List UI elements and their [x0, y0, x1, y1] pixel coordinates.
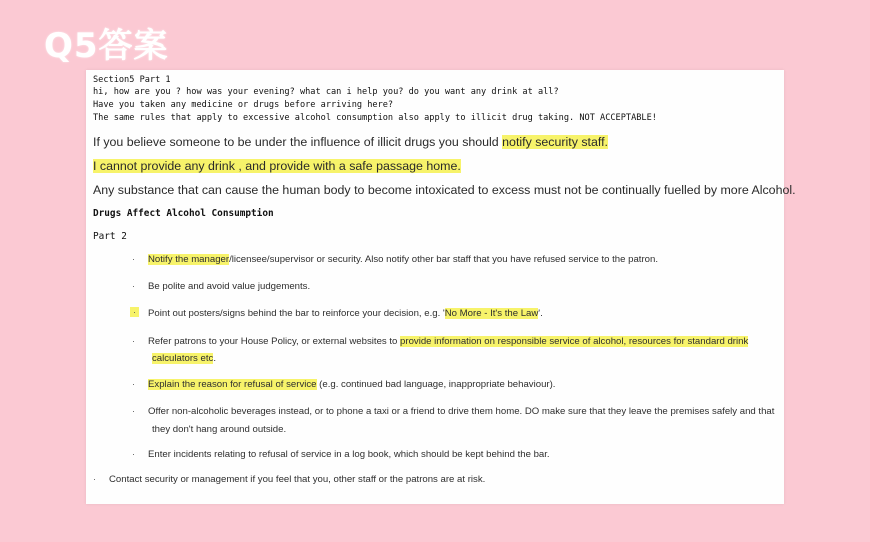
subheading: Drugs Affect Alcohol Consumption: [93, 208, 274, 219]
list-item: Offer non-alcoholic beverages instead, or to phone a taxi or a friend to drive them home. DO make sure that they leave the premises safely and that: [148, 406, 775, 417]
item-text: (e.g. continued bad language, inappropriate behaviour).: [316, 379, 556, 390]
item-text: Refer patrons to your House Policy, or external websites to: [148, 336, 401, 347]
highlighted-text: notify security staff.: [502, 135, 608, 149]
list-item: Be polite and avoid value judgements.: [148, 281, 311, 292]
document-page: [86, 70, 796, 504]
paragraph-notify-security: [93, 135, 608, 149]
bullet-icon: ·: [132, 336, 135, 346]
bullet-icon: ·: [130, 307, 139, 317]
item-text: .: [213, 353, 216, 364]
list-item: [148, 379, 555, 390]
bullet-icon: ·: [93, 474, 96, 484]
page-title: Q5答案: [44, 26, 169, 66]
highlighted-text: I cannot provide any drink , and provide with a safe passage home.: [93, 159, 461, 173]
list-item: Contact security or management if you feel that you, other staff or the patrons are at risk.: [109, 474, 486, 485]
list-item-continuation: [152, 353, 216, 364]
question-line-3: The same rules that apply to excessive alcohol consumption also apply to illicit drug taking. NOT ACCEPTABLE!: [93, 113, 657, 123]
list-item: [148, 254, 658, 265]
item-text: '.: [538, 308, 543, 319]
item-text: Point out posters/signs behind the bar to reinforce your decision, e.g. ': [148, 308, 445, 319]
paragraph-safe-passage: [93, 159, 461, 173]
highlighted-text: provide information on responsible service of alcohol, resources for standard drink: [400, 336, 749, 347]
highlighted-text: calculators etc: [152, 353, 214, 364]
highlighted-text: No More - It's the Law: [444, 308, 539, 319]
list-item-continuation: they don't hang around outside.: [152, 424, 287, 435]
section-title: Section5 Part 1: [93, 75, 171, 85]
paragraph-text: If you believe someone to be under the influence of illicit drugs you should: [93, 135, 503, 149]
part-2-label: Part 2: [93, 231, 127, 242]
bullet-icon: ·: [132, 406, 135, 416]
bullet-icon: ·: [132, 379, 135, 389]
list-item: [148, 308, 543, 319]
bullet-icon: ·: [132, 281, 135, 291]
highlighted-text: Explain the reason for refusal of service: [148, 379, 317, 390]
list-item: Enter incidents relating to refusal of service in a log book, which should be kept behind the bar.: [148, 449, 550, 460]
list-item: [148, 336, 748, 347]
paragraph-substance: Any substance that can cause the human body to become intoxicated to excess must not be continually fuelled by more Alcohol.: [93, 183, 796, 197]
bullet-icon: ·: [132, 449, 135, 459]
question-line-1: hi, how are you ? how was your evening? what can i help you? do you want any drink at all?: [93, 87, 559, 97]
highlighted-text: Notify the manager: [148, 254, 230, 265]
bullet-icon: ·: [132, 254, 135, 264]
question-line-2: Have you taken any medicine or drugs before arriving here?: [93, 100, 394, 110]
item-text: /licensee/supervisor or security. Also notify other bar staff that you have refused service to the patron.: [229, 254, 658, 265]
